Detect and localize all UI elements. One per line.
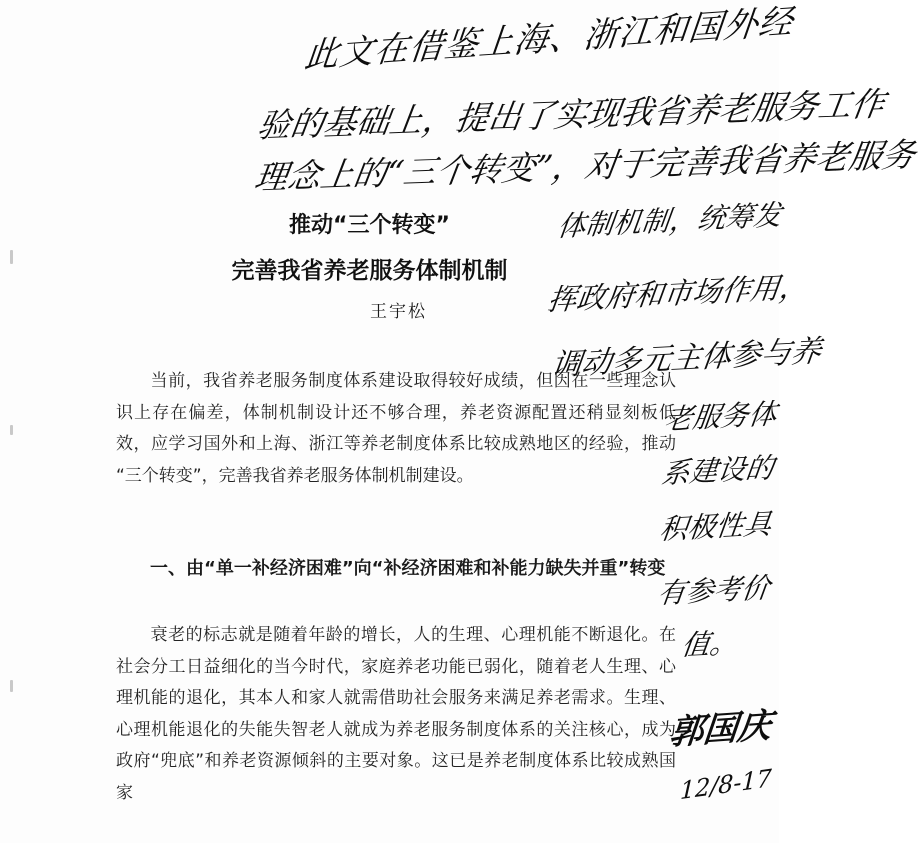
scan-artifact	[10, 425, 13, 435]
document-title-line2: 完善我省养老服务体制机制	[231, 258, 508, 284]
document-author: 王宇松	[370, 302, 427, 322]
handwritten-signature: 郭国庆	[667, 705, 774, 754]
handwriting-line-11: 值。	[679, 625, 740, 663]
handwriting-line-9: 积极性具	[657, 507, 774, 547]
handwriting-line-10: 有参考价	[655, 571, 772, 611]
handwriting-line-8: 系建设的	[659, 451, 776, 491]
handwriting-line-7: 老服务体	[662, 397, 779, 437]
section-heading-1	[116, 551, 676, 587]
handwriting-line-6: 调动多元主体参与养	[549, 333, 824, 384]
handwriting-line-4: 体制机制，统筹发	[555, 198, 784, 244]
document-title-line1: 推动“三个转变”	[289, 213, 450, 238]
handwriting-line-5: 挥政府和市场作用，	[545, 269, 811, 318]
handwritten-date: 12/8-17	[679, 763, 773, 806]
paragraph-section-1-text: 衰老的标志就是随着年龄的增长，人的生理、心理机能不断退化。在社会分工日益细化的当今时代，家庭养老功能已弱化，随着老人生理、心理机能的退化，其本人和家人就需借助社会服务来满足养老需求。生理、心理机能退化的失能失智老人就成为养老服务制度体系的关注核心，成为政府“兜底”和养老资源倾斜的主要对象。这已是养老制度体系比较成熟国家	[116, 625, 676, 803]
paragraph-section-1	[116, 620, 676, 809]
handwriting-line-2: 验的基础上，提出了实现我省养老服务工作	[254, 84, 888, 146]
paragraph-intro-text: 当前，我省养老服务制度体系建设取得较好成绩，但因在一些理念认识上存在偏差，体制机制设计还不够合理，养老资源配置还稍显刻板低效，应学习国外和上海、浙江等养老制度体系比较成熟地区的经验，推动 “三个转变”，完善我省养老服务体制机制建设。	[116, 371, 676, 486]
scan-artifact	[10, 680, 13, 692]
handwriting-line-1: 此文在借鉴上海、浙江和国外经	[302, 1, 796, 77]
paragraph-intro	[116, 366, 676, 492]
handwriting-line-3: 理念上的“三个转变”，对于完善我省养老服务	[251, 134, 918, 198]
section-heading-1-text: 一、由“单一补经济困难”向“补经济困难和补能力缺失并重”转变	[150, 558, 666, 579]
